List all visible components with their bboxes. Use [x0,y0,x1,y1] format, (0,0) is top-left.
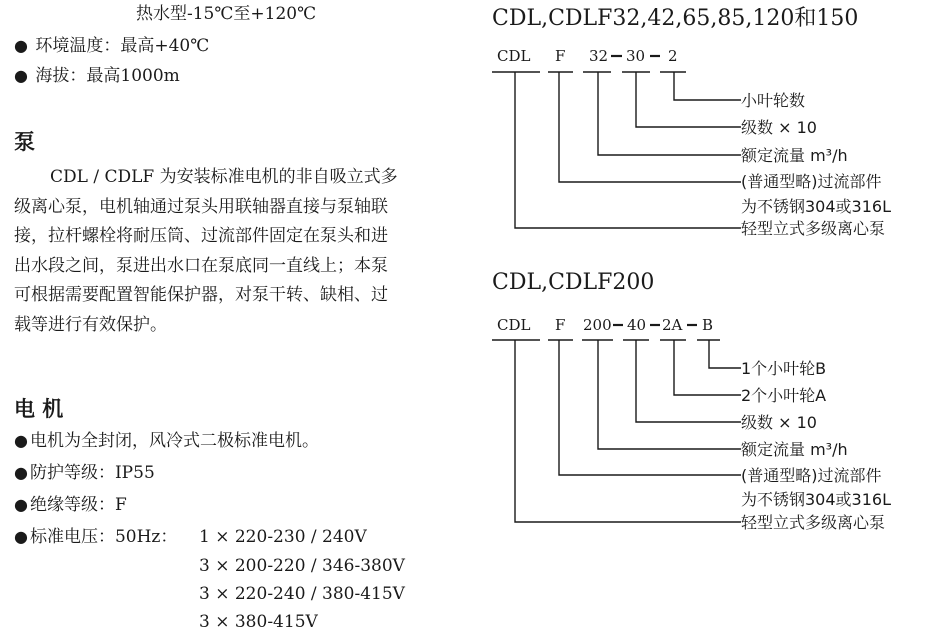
altitude-value: 最高1000m [86,66,180,86]
diagram2-segment-stages: 40 [627,316,647,334]
env-temp-label: 环境温度： [35,36,121,56]
pump-para-line: CDL / CDLF 为安装标准电机的非自吸立式多 [50,167,398,187]
diagram1-legend-impellers: 小叶轮数 [741,91,806,110]
diagram1-legend-type: 轻型立式多级离心泵 [741,219,886,238]
insulation-label: 绝缘等级： [29,495,115,515]
diagram1-leader-flow [598,72,741,155]
diagram2-legend-impeller-a: 2个小叶轮A [741,386,827,405]
diagram2-segment-flow: 200 [583,316,612,334]
voltage-freq: 50Hz： [114,527,178,547]
motor-desc: 电机为全封闭，风冷式二极标准电机。 [29,431,319,451]
pump-para-line: 接，拉杆螺栓将耐压筒、过流部件固定在泵头和进 [14,226,388,246]
diagram2-segment-impeller-a: 2A [662,316,683,334]
motor-heading: 电 机 [14,397,64,421]
env-temp-value: 最高+40℃ [120,36,210,56]
diagram2-leader-material [559,340,741,475]
altitude-label: 海拔： [35,66,87,86]
bullet-icon: ● [14,66,28,85]
diagram1-leader-impellers [674,72,741,100]
voltage-option: 1 × 220-230 / 240V [199,527,367,547]
diagram1-legend-stages: 级数 × 10 [741,118,817,137]
diagram1-leader-type [515,72,741,228]
bullet-icon: ● [14,495,28,514]
voltage-option: 3 × 380-415V [199,612,318,632]
diagram1-title: CDL,CDLF32,42,65,85,120和150 [492,6,859,31]
pump-para-line: 级离心泵，电机轴通过泵头用联轴器直接与泵轴联 [14,196,388,217]
bullet-icon: ● [14,431,28,450]
diagram2-legend-impeller-b: 1个小叶轮B [741,359,827,378]
diagram2-legend-stages: 级数 × 10 [741,413,817,432]
diagram2-leader-stages [636,340,741,422]
diagram2-segment-cdl: CDL [497,316,531,334]
diagram1-segment-cdl: CDL [497,47,531,65]
protection-value: IP55 [114,463,155,483]
diagram1-segment-f: F [555,47,566,65]
bullet-icon: ● [14,463,28,482]
pump-para-line: 可根据需要配置智能保护器，对泵干转、缺相、过 [14,285,388,305]
diagram2-leader-type [515,340,741,522]
insulation-value: F [114,495,127,515]
diagram1-segment-impellers: 2 [668,47,678,65]
diagram1-legend-material-2: 为不锈钢304或316L [741,197,891,216]
voltage-option: 3 × 200-220 / 346-380V [199,556,405,576]
diagram2-segment-f: F [555,316,566,334]
diagram2-legend-material-1: (普通型略)过流部件 [741,466,882,485]
diagram1-legend-flow: 额定流量 m³/h [741,146,848,165]
diagram2-leader-impeller-b [709,340,741,368]
pump-heading: 泵 [14,130,35,154]
bullet-icon: ● [14,527,28,546]
pump-para-line: 载等进行有效保护。 [14,314,167,335]
diagram2-title: CDL,CDLF200 [492,270,655,295]
diagram2-legend-material-2: 为不锈钢304或316L [741,490,891,509]
diagram2-segment-impeller-b: B [702,316,714,334]
diagram1-segment-stages: 30 [626,47,646,65]
diagram1-segment-flow: 32 [589,47,609,65]
protection-label: 防护等级： [29,463,115,483]
pump-para-line: 出水段之间，泵进出水口在泵底同一直线上；本泵 [14,255,388,276]
bullet-icon: ● [14,36,28,55]
diagram2-legend-type: 轻型立式多级离心泵 [741,513,886,532]
diagram2-legend-flow: 额定流量 m³/h [741,440,848,459]
voltage-label: 标准电压： [29,527,115,547]
temp-hot-water: 热水型-15℃至+120℃ [136,4,317,24]
voltage-option: 3 × 220-240 / 380-415V [199,584,405,604]
diagram1-legend-material-1: (普通型略)过流部件 [741,172,882,191]
